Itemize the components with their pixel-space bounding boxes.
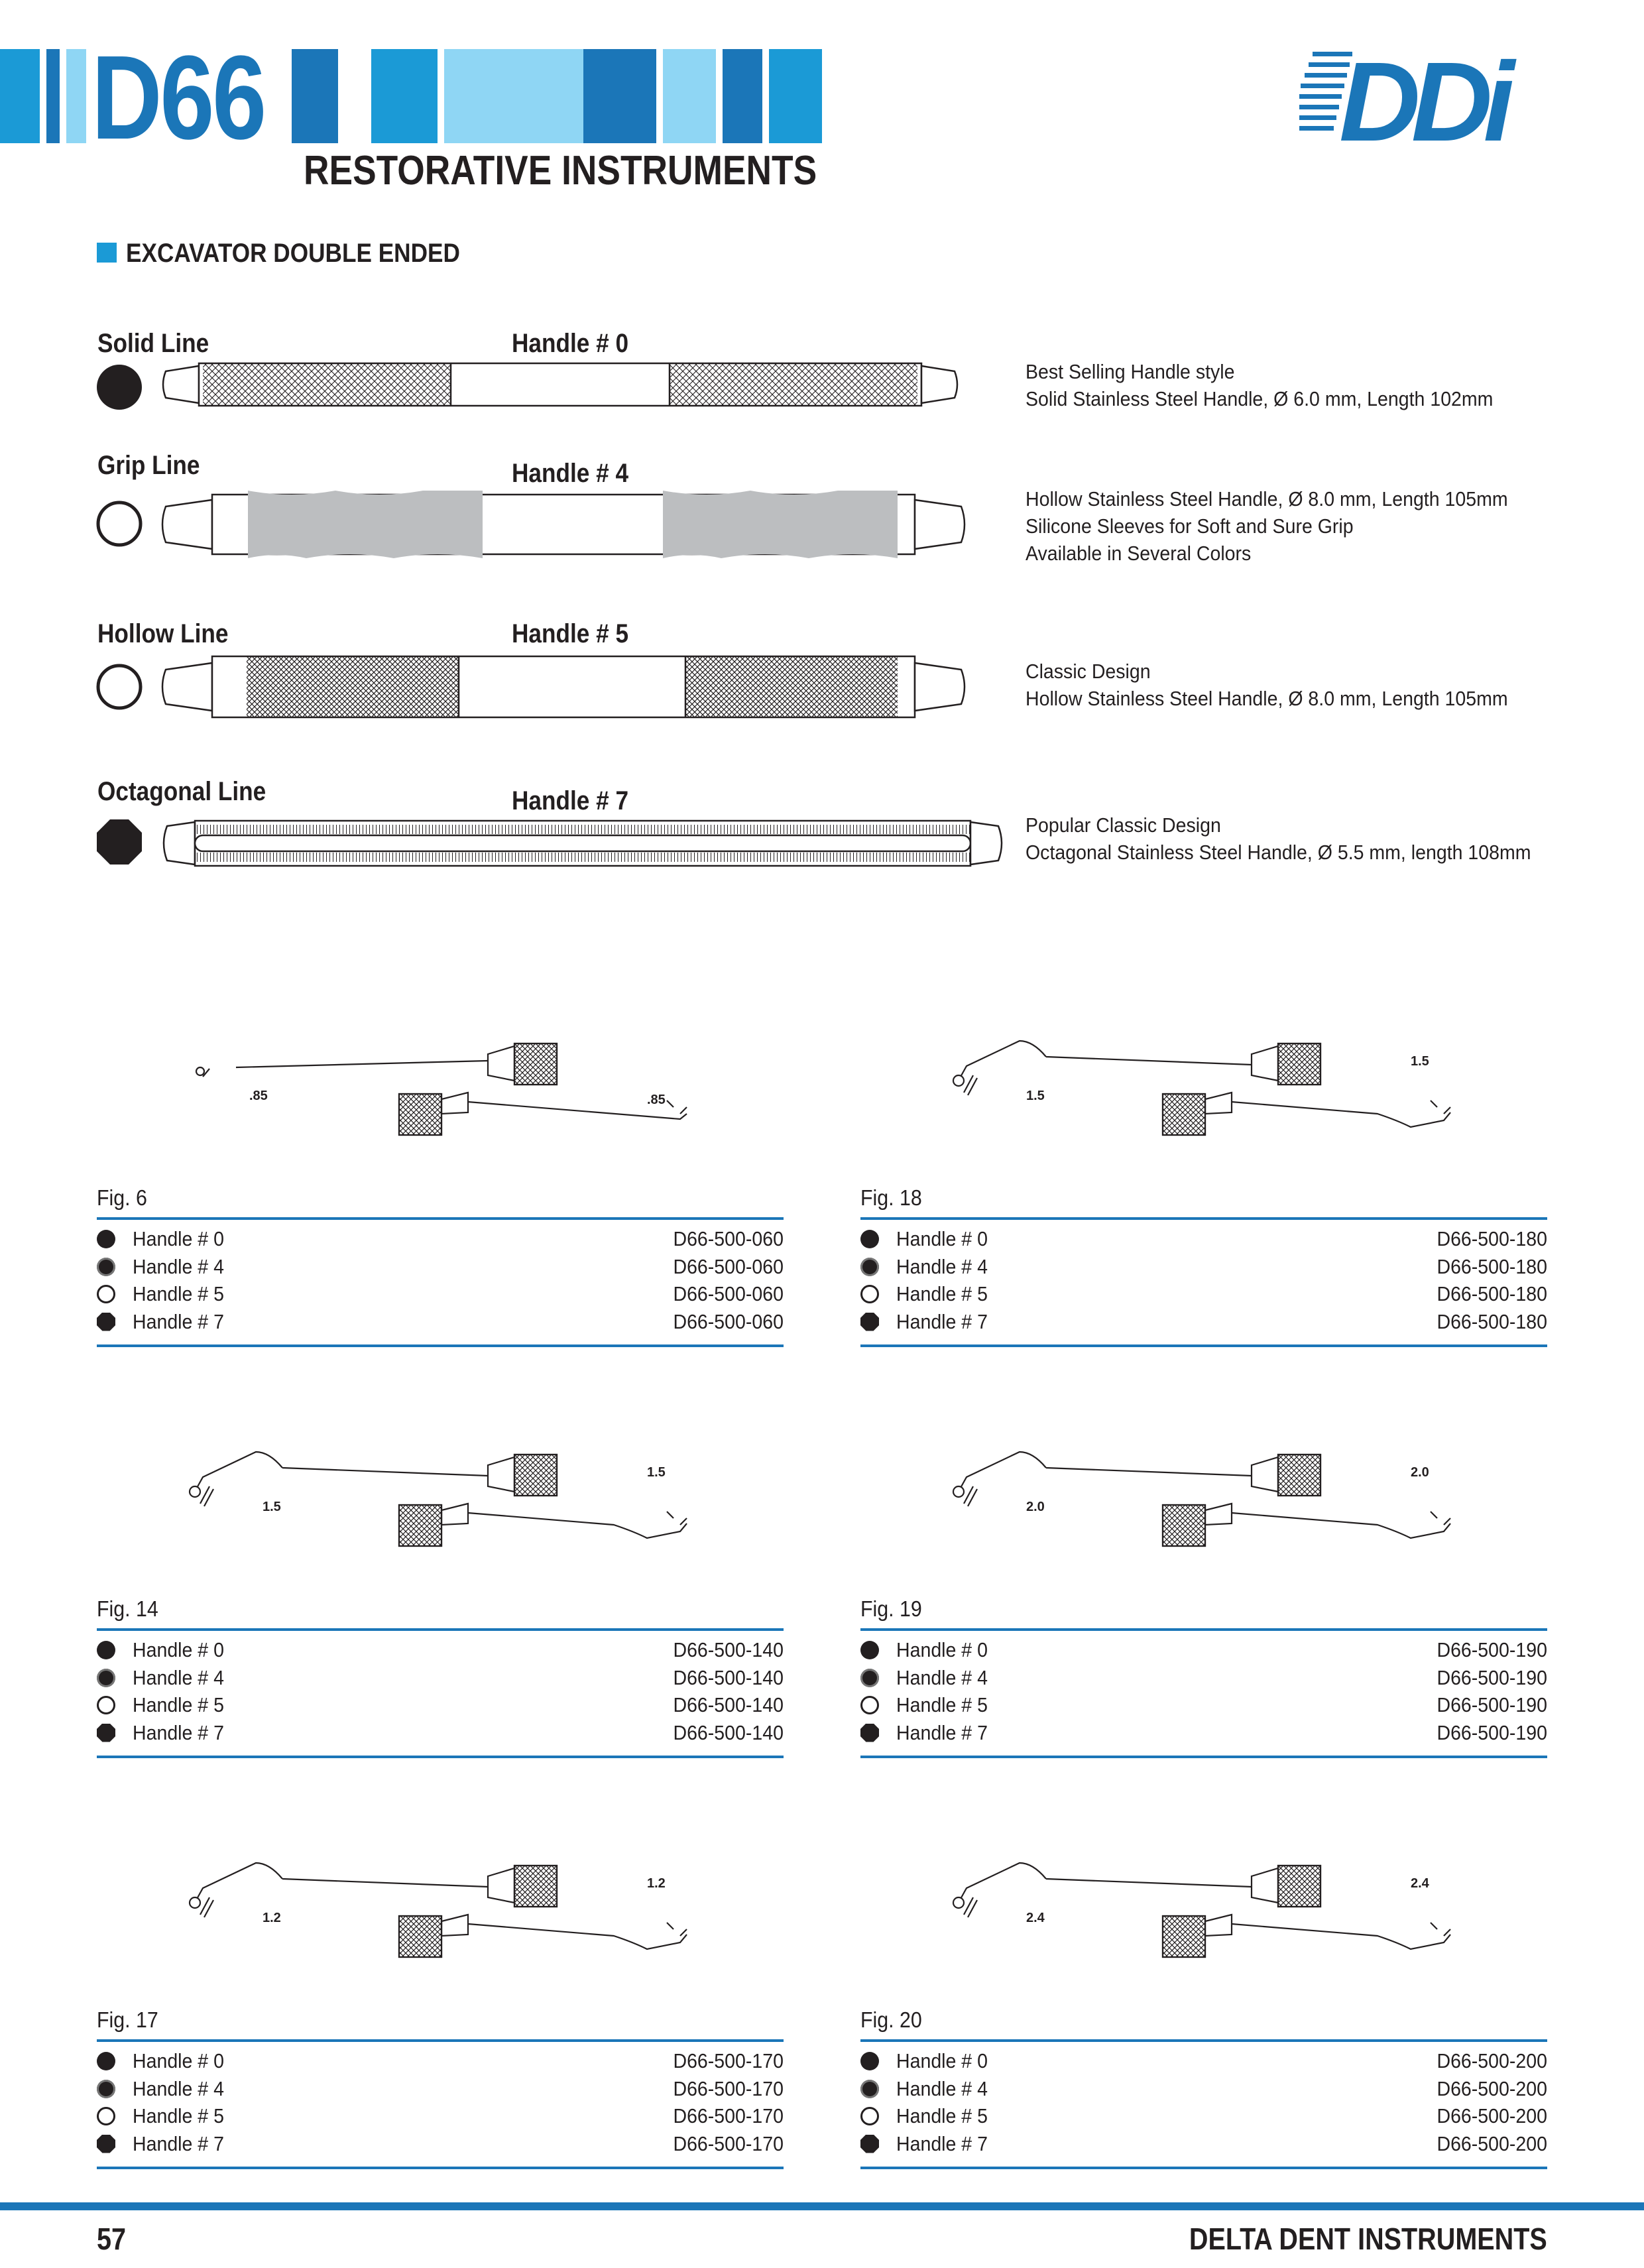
handle-description: Hollow Stainless Steel Handle, Ø 8.0 mm, Length 105mm Silicone Sleeves for Soft and Sure Grip Available in Several Colors [1026,487,1508,565]
table-row [97,2102,784,2129]
hollow-circle-icon [860,1285,879,1303]
hollow-circle-icon [97,1696,115,1714]
handle-number: Handle # 7 [512,786,629,815]
product-code: D66-500-180 [1437,1227,1547,1250]
handle-label: Handle # 0 [133,2049,224,2072]
table-rule-top [97,1628,784,1631]
table-row [97,1691,784,1718]
handle-label: Handle # 7 [133,1309,224,1333]
table-row [860,1308,1547,1335]
section-marker [97,243,117,263]
excavator-illustration [920,1014,1583,1173]
excavator-illustration [156,1425,819,1584]
handle-label: Handle # 4 [896,1665,988,1689]
footer-bar [0,2202,1644,2210]
table-row [860,2047,1547,2074]
table-row [860,1253,1547,1280]
product-code: D66-500-190 [1437,1665,1547,1689]
figure-label: Fig. 14 [97,1596,158,1621]
solid-circle-icon [860,1258,879,1276]
product-code: D66-500-140 [673,1665,784,1689]
solid-circle-icon [97,1669,115,1687]
size-label-left: 1.5 [263,1500,281,1514]
octagonal-handle-illustration [159,817,1014,870]
table-row [97,1636,784,1663]
product-code: D66-500-200 [1437,2076,1547,2100]
handle-line-name: Hollow Line [97,619,229,648]
table-rule-top [97,1217,784,1220]
product-code: D66-500-060 [673,1227,784,1250]
product-code: D66-500-190 [1437,1693,1547,1716]
product-code: D66-500-140 [673,1693,784,1716]
size-label-left: 2.0 [1026,1500,1045,1514]
figure-label: Fig. 20 [860,2007,922,2032]
handle-label: Handle # 5 [133,1693,224,1716]
solid-octagon-icon [860,1724,879,1742]
solid-octagon-icon [97,1313,115,1331]
table-row [860,2130,1547,2157]
handle-label: Handle # 0 [133,1227,224,1250]
handle-line-name: Octagonal Line [97,777,266,806]
product-code: D66-500-140 [673,1638,784,1661]
handle-label: Handle # 7 [896,2131,988,2155]
product-code: D66-500-200 [1437,2131,1547,2155]
solid-circle-icon [97,2080,115,2098]
handle-label: Handle # 7 [896,1309,988,1333]
table-row [97,2075,784,2102]
table-rule-top [860,1217,1547,1220]
figure-label: Fig. 19 [860,1596,922,1621]
page-number: 57 [97,2222,127,2256]
solid-circle-icon [95,363,143,411]
hollow-circle-icon [97,1285,115,1303]
figure-label: Fig. 6 [97,1185,147,1210]
hollow-circle-icon [860,1696,879,1714]
hollow-handle-illustration [159,654,968,720]
solid-octagon-icon [860,1313,879,1331]
product-code: D66-500-190 [1437,1720,1547,1744]
solid-circle-icon [860,1641,879,1659]
size-label-right: 1.5 [647,1465,666,1480]
solid-circle-icon [97,1641,115,1659]
table-rule-bottom [860,2167,1547,2169]
solid-octagon-icon [860,2135,879,2153]
size-label-left: 2.4 [1026,1911,1045,1925]
handle-label: Handle # 5 [133,2104,224,2127]
handle-label: Handle # 5 [133,1282,224,1305]
table-row [97,1253,784,1280]
table-row [860,2075,1547,2102]
handle-label: Handle # 0 [896,1638,988,1661]
solid-circle-icon [860,1230,879,1248]
handle-label: Handle # 0 [896,1227,988,1250]
product-code: D66-500-060 [673,1254,784,1278]
product-code: D66-500-180 [1437,1254,1547,1278]
product-code: D66-500-180 [1437,1282,1547,1305]
table-rule-top [97,2039,784,2042]
table-row [97,1664,784,1691]
handle-label: Handle # 4 [896,2076,988,2100]
product-code: D66-500-060 [673,1282,784,1305]
solid-octagon-icon [95,818,143,866]
handle-description: Best Selling Handle style Solid Stainless Steel Handle, Ø 6.0 mm, Length 102mm [1026,360,1494,410]
solid-octagon-icon [97,2135,115,2153]
handle-description: Popular Classic Design Octagonal Stainless Steel Handle, Ø 5.5 mm, length 108mm [1026,813,1531,864]
hollow-circle-icon [860,2107,879,2125]
size-label-right: 1.5 [1411,1054,1429,1069]
figure-label: Fig. 17 [97,2007,158,2032]
table-rule-top [860,2039,1547,2042]
table-rule-bottom [860,1344,1547,1347]
handle-description: Classic Design Hollow Stainless Steel Handle, Ø 8.0 mm, Length 105mm [1026,660,1508,710]
product-code: D66-500-180 [1437,1309,1547,1333]
handle-number: Handle # 5 [512,619,629,648]
product-code: D66-500-170 [673,2076,784,2100]
size-label-right: .85 [647,1093,666,1107]
table-row [860,1636,1547,1663]
hollow-circle-icon [95,500,143,548]
table-row [97,1225,784,1252]
page-subtitle: RESTORATIVE INSTRUMENTS [304,148,817,194]
handle-number: Handle # 0 [512,329,629,358]
product-code: D66-500-200 [1437,2049,1547,2072]
handle-label: Handle # 7 [896,1720,988,1744]
figure-label: Fig. 18 [860,1185,922,1210]
handle-label: Handle # 5 [896,2104,988,2127]
ddi-logo [1299,39,1551,165]
product-code: D66-500-170 [673,2049,784,2072]
solid-circle-icon [860,2052,879,2070]
handle-label: Handle # 7 [133,2131,224,2155]
handle-number: Handle # 4 [512,459,629,488]
product-code: D66-500-060 [673,1309,784,1333]
product-code: D66-500-170 [673,2104,784,2127]
size-label-right: 1.2 [647,1876,666,1891]
excavator-illustration [920,1836,1583,1996]
handle-label: Handle # 4 [133,2076,224,2100]
section-title: EXCAVATOR DOUBLE ENDED [126,239,460,268]
size-label-left: 1.2 [263,1911,281,1925]
table-row [97,1308,784,1335]
table-rule-bottom [97,1756,784,1758]
solid-circle-icon [860,1669,879,1687]
solid-circle-icon [97,2052,115,2070]
handle-line-name: Grip Line [97,451,200,480]
product-code: D66-500-190 [1437,1638,1547,1661]
handle-label: Handle # 4 [896,1254,988,1278]
handle-line-name: Solid Line [97,329,209,358]
excavator-illustration [156,1836,819,1996]
solid-circle-icon [97,1230,115,1248]
table-row [860,1225,1547,1252]
table-row [860,1664,1547,1691]
product-code: D66-500-170 [673,2131,784,2155]
svg-text:DDi: DDi [1339,39,1505,165]
table-row [97,2130,784,2157]
product-code: D66-500-140 [673,1720,784,1744]
table-rule-bottom [97,1344,784,1347]
table-row [860,2102,1547,2129]
handle-label: Handle # 5 [896,1693,988,1716]
size-label-right: 2.0 [1411,1465,1429,1480]
solid-circle-icon [860,2080,879,2098]
table-row [97,1280,784,1307]
solid-circle-icon [97,1258,115,1276]
table-row [97,2047,784,2074]
size-label-right: 2.4 [1411,1876,1429,1891]
table-row [860,1280,1547,1307]
handle-label: Handle # 4 [133,1254,224,1278]
table-rule-bottom [97,2167,784,2169]
solid-octagon-icon [97,1724,115,1742]
size-label-left: 1.5 [1026,1089,1045,1103]
product-code-title: D66 [91,31,264,164]
grip-handle-illustration [159,488,968,561]
size-label-left: .85 [249,1089,268,1103]
handle-label: Handle # 7 [133,1720,224,1744]
table-row [97,1719,784,1746]
solid-handle-illustration [159,358,968,411]
handle-label: Handle # 0 [896,2049,988,2072]
footer-brand: DELTA DENT INSTRUMENTS [1189,2222,1547,2256]
handle-label: Handle # 4 [133,1665,224,1689]
table-rule-top [860,1628,1547,1631]
handle-label: Handle # 5 [896,1282,988,1305]
table-row [860,1719,1547,1746]
product-code: D66-500-200 [1437,2104,1547,2127]
table-row [860,1691,1547,1718]
table-rule-bottom [860,1756,1547,1758]
handle-label: Handle # 0 [133,1638,224,1661]
excavator-illustration [920,1425,1583,1584]
hollow-circle-icon [95,663,143,711]
hollow-circle-icon [97,2107,115,2125]
